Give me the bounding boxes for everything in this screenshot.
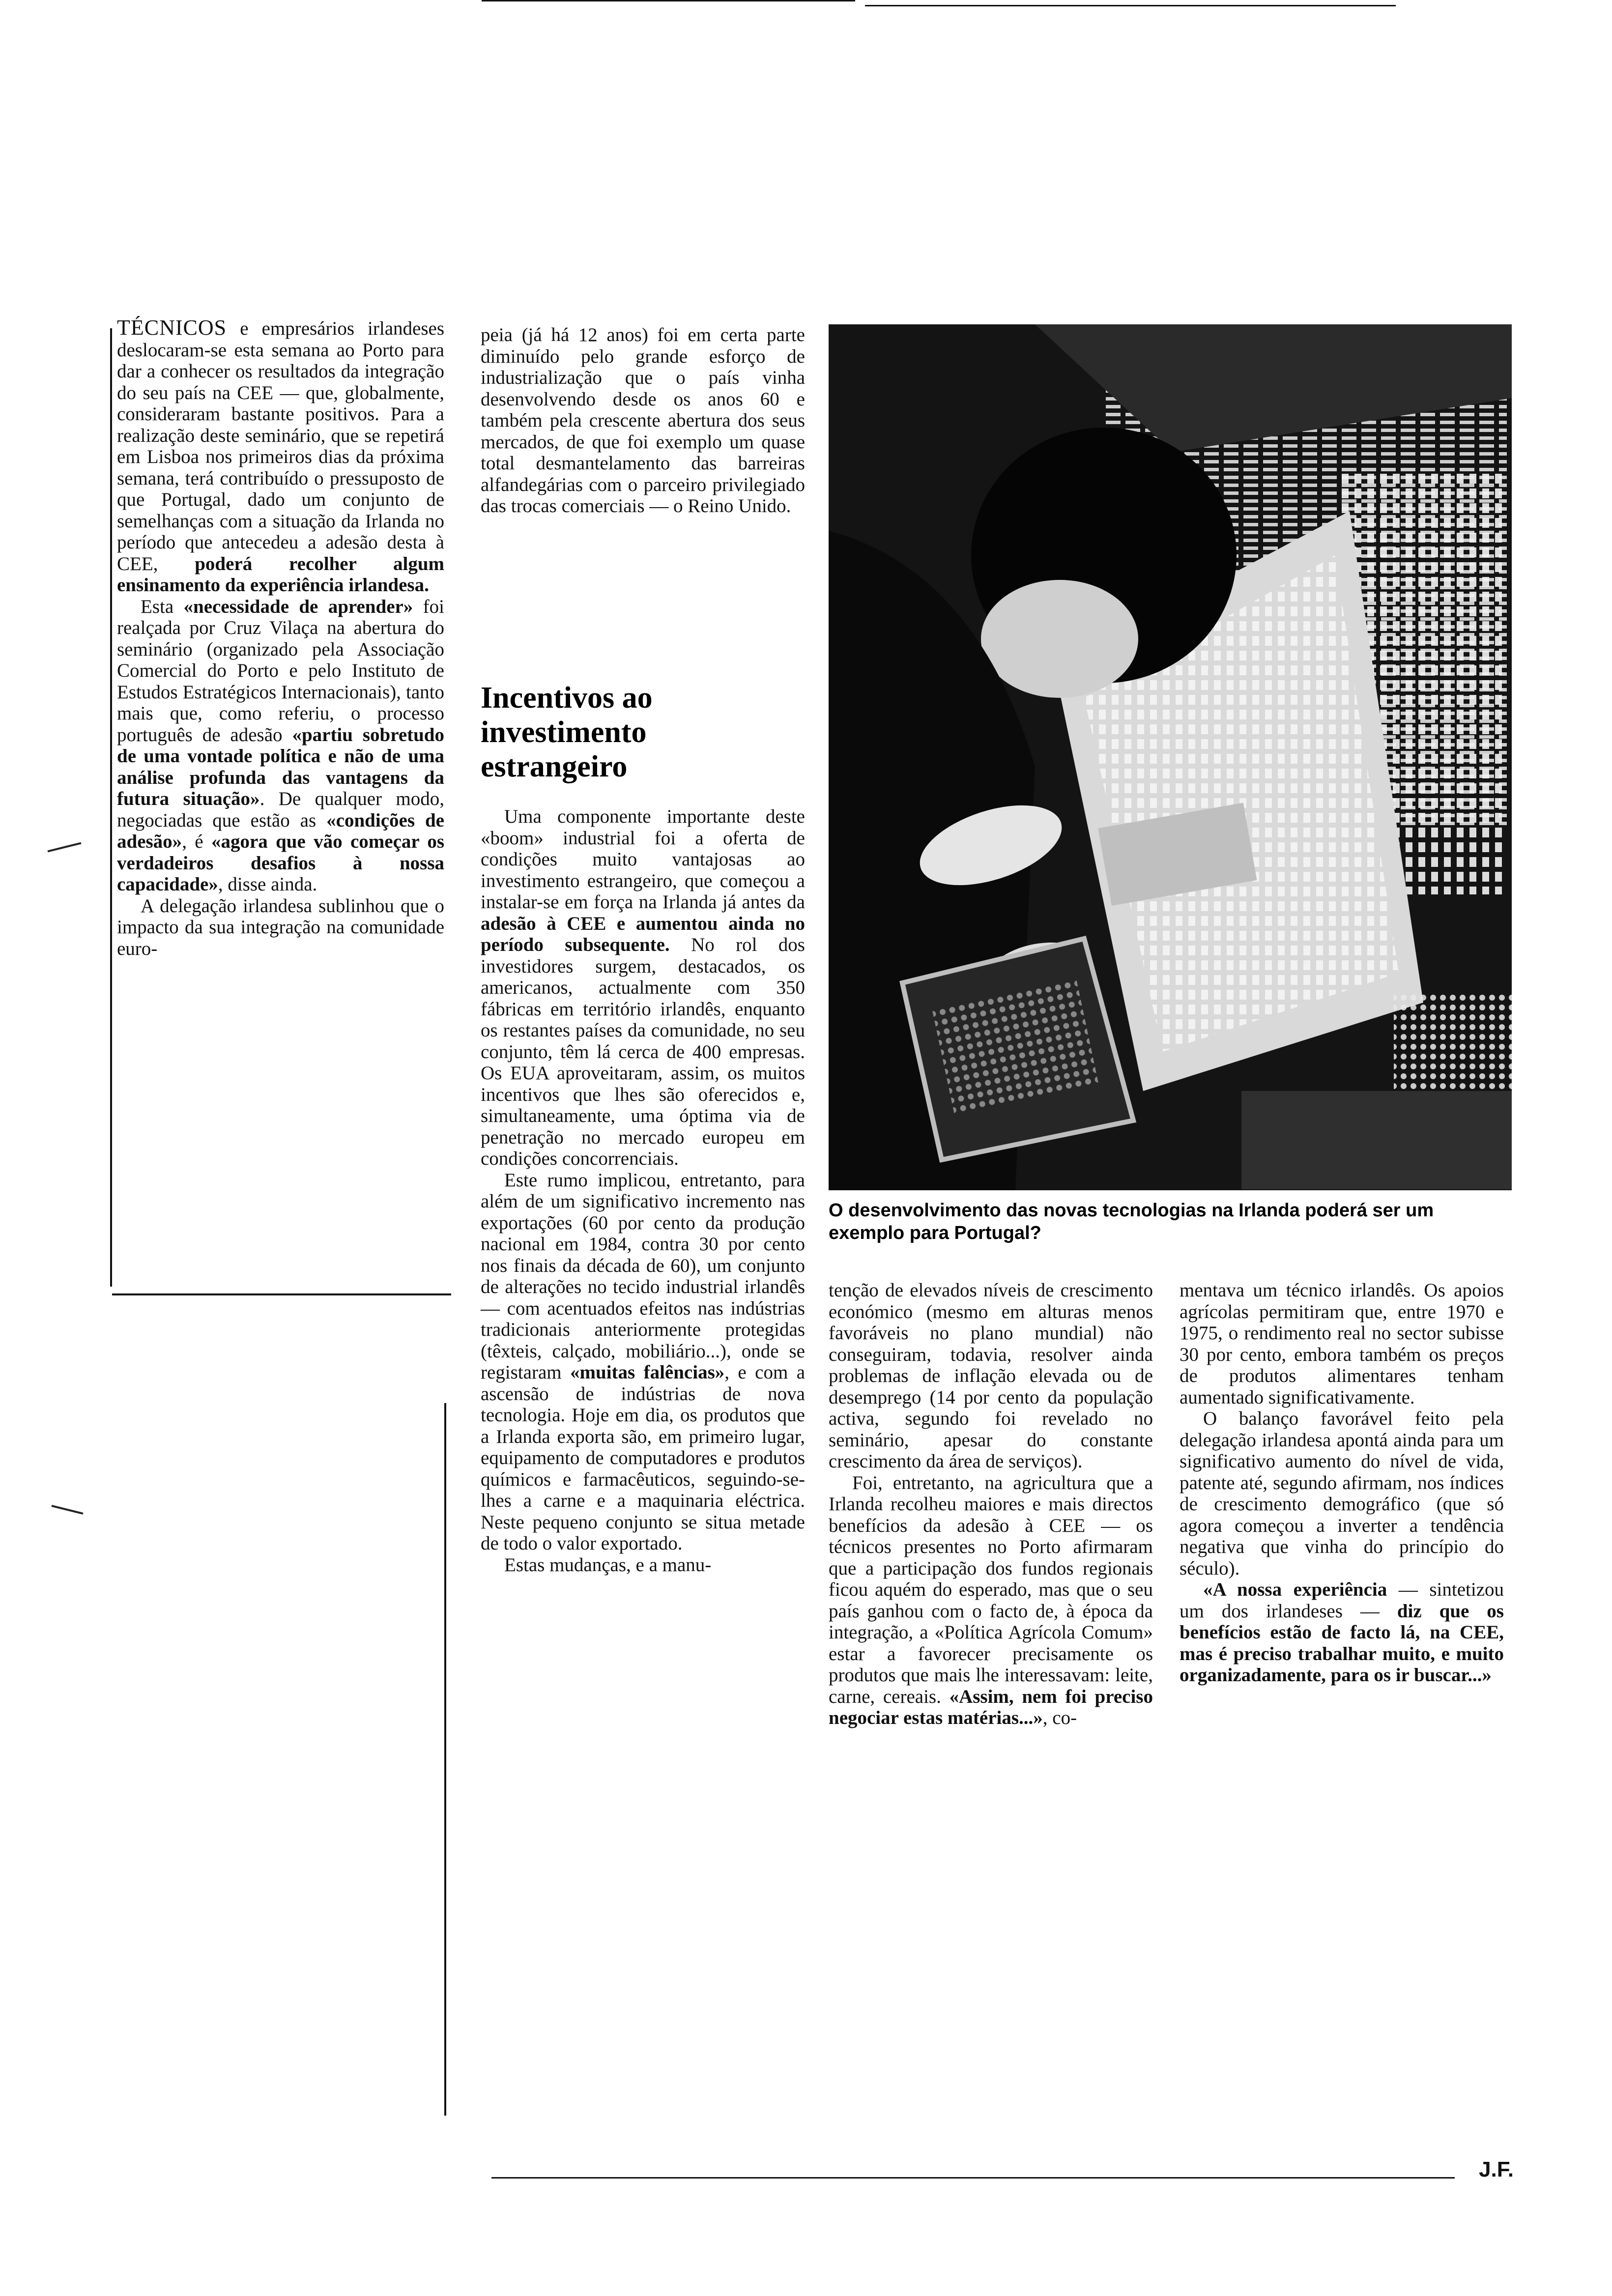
lead-word: TÉCNICOS xyxy=(117,316,227,340)
photo-illustration xyxy=(829,324,1512,1190)
col3-para-2: Foi, entretanto, na agricultura que a Irlanda recolheu maiores e mais directos benefícios da adesão à CEE — os técnicos presentes no Porto afirmaram que a participação dos fundos regionais ficou aquém do esperado, mas que o seu país ganhou com o facto de, à época da integração, a «Política Agrícola Comum» estar a favorecer precisamente os produtos que mais lhe interessavam: leite, carne, cereais. «Assim, nem foi preciso negociar estas matérias...», co- xyxy=(829,1472,1153,1728)
col2-para-1: peia (já há 12 anos) foi em certa parte diminuído pelo grande esforço de industrialização que o país vinha desenvolvendo desde os anos 60 e também pela crescente abertura dos seus mercados, de que foi exemplo um quase total desmantelamento das barreiras alfandegárias com o parceiro privilegiado das trocas comerciais — o Reino Unido. xyxy=(481,324,805,517)
top-edge-rule xyxy=(482,0,855,1)
bottom-rule xyxy=(491,2177,1455,2179)
column-1-end-rule xyxy=(112,1293,451,1295)
article-column-4 xyxy=(1180,1280,1504,1686)
col4-para-2: O balanço favorável feito pela delegação irlandesa apontá ainda para um significativo aumento do nível de vida, patente até, segundo afirmam, nos índices de crescimento demográfico (que só agora começou a inverter a tendência negativa que vinha do princípio do século). xyxy=(1180,1408,1504,1579)
binder-mark-2 xyxy=(51,1505,83,1515)
col2-para-3: Este rumo implicou, entretanto, para além de um significativo incremento nas exportações (60 por cento da produção nacional em 1984, contra 30 por cento nos finais da década de 60), um conjunto de alterações no tecido industrial irlandês — com acentuados efeitos nas indústrias tradicionais anteriormente protegidas (têxteis, calçado, mobiliário...), onde se registaram «muitas falências», e com a ascensão de indústrias de nova tecnologia. Hoje em dia, os produtos que a Irlanda exporta são, em primeiro lugar, equipamento de computadores e produtos químicos e farmacêuticos, seguindo-se-lhes a carne e a maquinaria eléctrica. Neste pequeno conjunto se situa metade de todo o valor exportado. xyxy=(481,1169,806,1554)
col4-para-1: mentava um técnico irlandês. Os apoios agrícolas permitiram que, entre 1970 e 1975, o rendimento real no sector subisse 30 por cento, embora também os preços de produtos alimentares tenham aumentado significativamente. xyxy=(1180,1280,1504,1408)
article-column-3 xyxy=(829,1280,1153,1729)
col2-para-2: Uma componente importante deste «boom» industrial foi a oferta de condições muito vantajosas ao investimento estrangeiro, que começou a instalar-se em força na Irlanda já antes da adesão à CEE e aumentou ainda no período subsequente. No rol dos investidores surgem, destacados, os americanos, actualmente com 350 fábricas em território irlandês, enquanto os restantes países da comunidade, no seu conjunto, têm lá cerca de 400 empresas. Os EUA aproveitaram, assim, os muitos incentivos que lhes são oferecidos e, simultaneamente, uma óptima via de penetração no mercado europeu em condições concorrenciais. xyxy=(481,806,805,1169)
author-signature: J.F. xyxy=(1479,2157,1514,2181)
article-column-1 xyxy=(117,317,444,959)
col1-para-1-bold: poderá recolher algum ensinamento da experiência irlandesa. xyxy=(117,553,444,596)
top-edge-rule-2 xyxy=(865,5,1396,6)
article-column-2-top xyxy=(481,324,805,517)
article-photo xyxy=(829,324,1512,1190)
col1-para-3: A delegação irlandesa sublinhou que o impacto da sua integração na comunidade euro- xyxy=(117,895,444,959)
col3-para-1: tenção de elevados níveis de crescimento económico (mesmo em alturas menos favoráveis no plano mundial) não conseguiram, todavia, resolver ainda problemas de inflação elevada ou de desemprego (14 por cento da população activa, segundo foi revelado no seminário, apesar do constante crescimento da área de serviços). xyxy=(829,1280,1153,1472)
photo-caption: O desenvolvimento das novas tecnologias na Irlanda poderá ser um exemplo para Portugal? xyxy=(829,1200,1434,1243)
col1-para-2: Esta «necessidade de aprender» foi realçada por Cruz Vilaça na abertura do seminário (organizado pela Associação Comercial do Porto e pelo Instituto de Estudos Estratégicos Internacionais), tanto mais que, como referiu, o processo português de adesão «partiu sobretudo de uma vontade política e não de uma análise profunda das vantagens da futura situação». De qualquer modo, negociadas que estão as «condições de adesão», é «agora que vão começar os verdadeiros desafios à nossa capacidade», disse ainda. xyxy=(117,596,445,895)
column-rule-left xyxy=(110,328,112,1287)
col1-para-1: e empresários irlandeses deslocaram-se esta semana ao Porto para dar a conhecer os resultados da integração do seu país na CEE — que, globalmente, consideraram bastante positivos. Para a realização deste seminário, que se repetirá em Lisboa nos primeiros dias da próxima semana, terá contribuído o pressuposto de que Portugal, dado um conjunto de semelhanças com a situação da Irlanda no período que antecedeu a adesão desta à CEE, xyxy=(117,318,444,574)
section-headline: Incentivos ao investimento estrangeiro xyxy=(481,681,653,783)
col2-para-4: Estas mudanças, e a manu- xyxy=(504,1554,712,1576)
article-column-2 xyxy=(481,806,805,1576)
col4-para-3: «A nossa experiência — sintetizou um dos irlandeses — diz que os benefícios estão de facto lá, na CEE, mas é preciso trabalhar muito, e muito organizadamente, para os ir buscar...» xyxy=(1180,1579,1504,1686)
column-rule-middle xyxy=(444,1403,446,2116)
binder-mark-1 xyxy=(48,842,82,853)
